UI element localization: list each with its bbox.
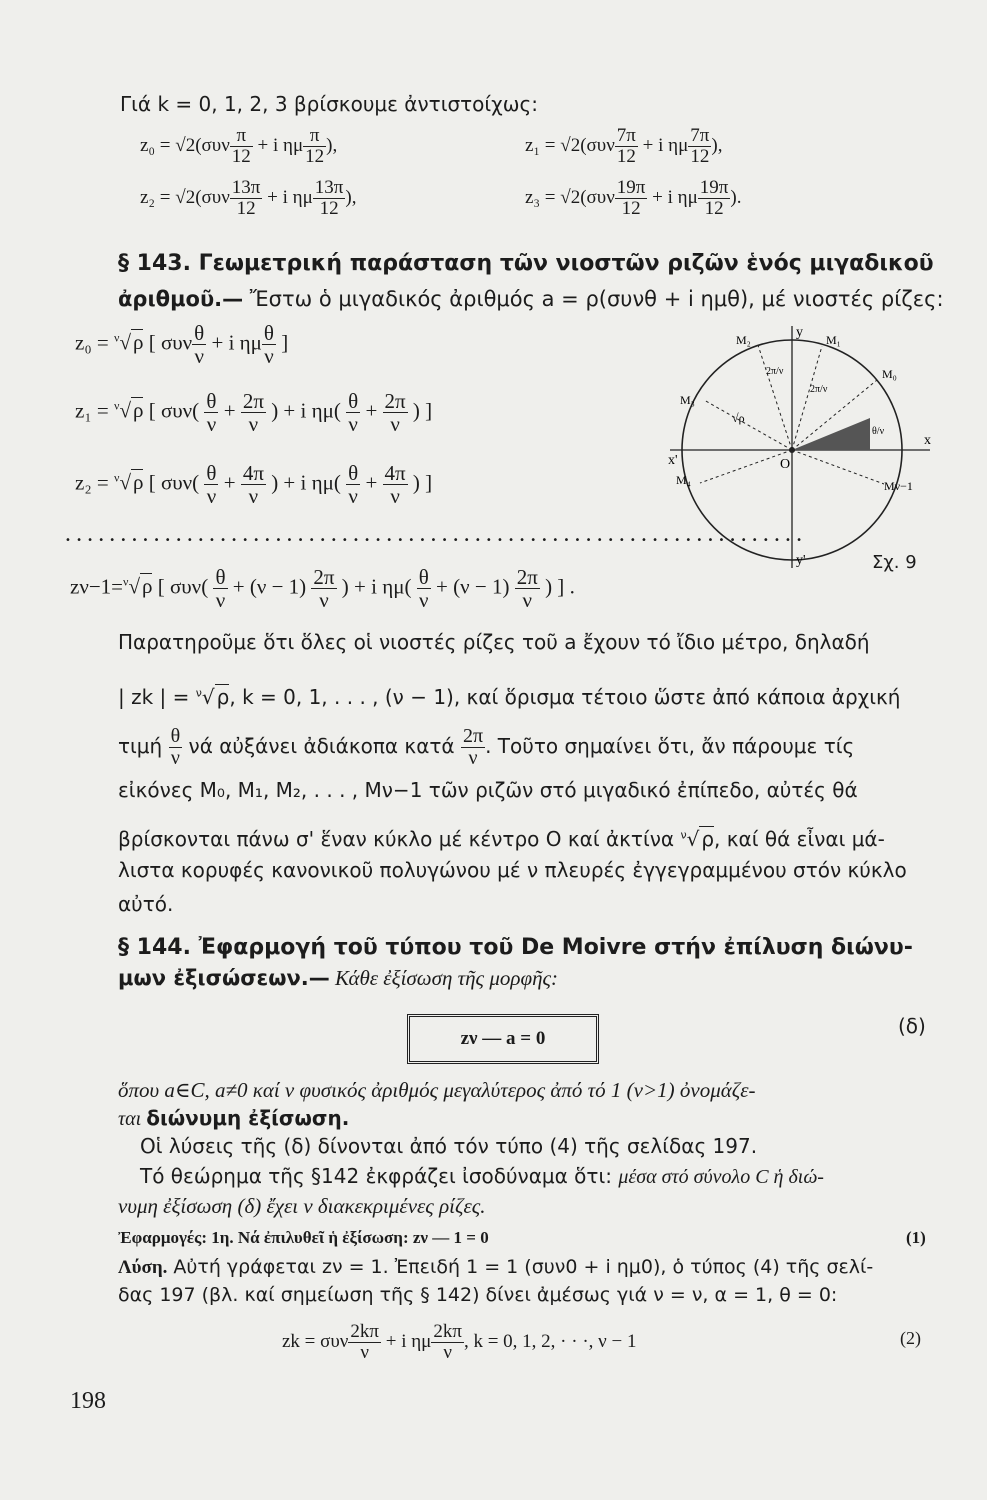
label-angle-1: 2π/ν [766,366,784,377]
eq-z0: z₀ = $^\nu$√ρ [ συν $\frac{\theta}{\nu}$ + i ημ $\frac{\theta}{\nu}$ ] [75,321,289,369]
root-z0: z₀ = √2(συν $\frac{\pi}{12}$ + i ημ $\frac{\pi}{12}$ ), [140,125,338,167]
label-radius: √ρ [732,411,745,425]
label-m1: M₁ [826,333,841,347]
root-z3: z₃ = √2(συν $\frac{19\pi}{12}$ + i ημ $\frac{19\pi}{12}$ ). [525,177,742,219]
root-z1: z₁ = √2(συν $\frac{7\pi}{12}$ + i ημ $\frac{7\pi}{12}$ ), [525,125,723,167]
label-y-prime: y' [796,553,806,568]
label-m4: M₄ [676,473,691,487]
solution-line1: Λύση. Αὐτή γράφεται zν = 1. Ἐπειδή 1 = 1 (συν0 + i ημ0), ὁ τύπος (4) τῆς σελί- [118,1256,874,1278]
label-mlast: Mν−1 [884,479,913,493]
section-144-intro: μων ἐξισώσεων.— Κάθε ἐξίσωση τῆς μορφῆς: [118,966,558,990]
eq-zn: zν−1=$^\nu$√ρ [ συν( $\frac{\theta}{\nu}$ + (ν − 1) $\frac{2\pi}{\nu}$ ) + i ημ( $\frac{\theta}{\nu}$ + (ν − 1) $\frac{2\pi}{\nu}$ ) ] . [70,565,575,613]
theorem-line1: Τό θεώρημα τῆς §142 ἐκφράζει ἰσοδύναμα ὅτι: μέσα στό σύνολο C ἡ διώ- [140,1164,824,1188]
section-143-heading: § 143. Γεωμετρική παράσταση τῶν νιοστῶν ριζῶν ἑνός μιγαδικοῦ [118,251,934,276]
eq-z2: z₂ = $^\nu$√ρ [ συν( $\frac{\theta}{\nu}$ + $\frac{4\pi}{\nu}$ ) + i ημ( $\frac{\theta}{\nu}$ + $\frac{4\pi}{\nu}$ ) ] [75,461,433,509]
label-m2: M₂ [736,333,751,347]
label-angle-2: 2π/ν [810,384,828,395]
label-m0: M₀ [882,367,897,381]
radius-m1 [792,346,822,450]
solution-line2: δας 197 (βλ. καί σημείωση τῆς § 142) δίνει ἀμέσως γιά ν = ν, α = 1, θ = 0: [118,1284,838,1306]
label-m3: M₃ [680,393,695,407]
label-x: x [924,433,931,448]
final-formula: zk = συν $\frac{2k\pi}{\nu}$ + i ημ $\frac{2k\pi}{\nu}$ , k = 0, 1, 2, · · ·, ν − 1 [282,1321,637,1363]
definition-line2: ται διώνυμη ἐξίσωση. [118,1106,350,1130]
root-z2: z₂ = √2(συν $\frac{13\pi}{12}$ + i ημ $\frac{13\pi}{12}$ ), [140,177,357,219]
figure-circle-diagram [660,318,940,578]
intro-line: Γιά k = 0, 1, 2, 3 βρίσκουμε ἀντιστοίχως: [120,92,538,116]
label-y: y [796,325,803,340]
boxed-equation: zν — a = 0 [407,1014,599,1064]
para1-line7: αὐτό. [118,892,174,916]
label-x-prime: x' [668,453,678,468]
eq-z1: z₁ = $^\nu$√ρ [ συν( $\frac{\theta}{\nu}$ + $\frac{2\pi}{\nu}$ ) + i ημ( $\frac{\theta}{\nu}$ + $\frac{2\pi}{\nu}$ ) ] [75,389,433,437]
solutions-line: Οἱ λύσεις τῆς (δ) δίνονται ἀπό τόν τύπο (4) τῆς σελίδας 197. [140,1134,758,1158]
section-144-heading: § 144. Ἐφαρμογή τοῦ τύπου τοῦ De Moivre στήν ἐπίλυση διώνυ- [118,935,913,960]
label-origin: O [780,457,791,472]
radius-mlast [792,450,884,484]
ellipsis-dots: • • • • • • • • • • • • • • • • • • • • • • • • • • • • • • • • • • • • • • • • • • • • • • • • • • • • • • • • • • • • • • • • • • • [65,535,803,546]
radius-m2 [758,345,792,450]
final-formula-tag: (2) [900,1328,921,1348]
label-theta: θ/ν [872,426,885,437]
para1-line2: | zk | = $^\nu$√ ρ, k = 0, 1, . . . , (ν − 1), καί ὅρισμα τέτοιο ὥστε ἀπό κάποια ἀρχική [118,685,901,709]
theorem-line2: νυμη ἐξίσωση (δ) ἔχει ν διακεκριμένες ρίζες. [118,1194,486,1218]
definition-line1: ὅπου a∈C, a≠0 καί ν φυσικός ἀριθμός μεγαλύτερος ἀπό τό 1 (ν>1) ὀνομάζε- [118,1078,756,1102]
para1-line4: εἰκόνες M₀, M₁, M₂, . . . , Mν−1 τῶν ριζῶν στό μιγαδικό ἐπίπεδο, αὐτές θά [118,778,858,802]
application-heading: Ἐφαρμογές: 1η. Νά ἐπιλυθεῖ ἡ ἐξίσωση: zν — 1 = 0 [118,1228,489,1247]
para1-line5: βρίσκονται πάνω σ' ἕναν κύκλο μέ κέντρο O καί ἀκτίνα $^\nu$√ ρ, καί θά εἶναι μά- [118,827,885,851]
theta-wedge [792,418,870,450]
application-tag: (1) [906,1228,926,1247]
figure-caption: Σχ. 9 [872,552,917,573]
radius-m4 [700,450,792,483]
origin-point [789,447,795,453]
page-number: 198 [70,1388,106,1414]
boxed-equation-tag: (δ) [898,1014,926,1038]
para1-line6: λιστα κορυφές κανονικοῦ πολυγώνου μέ ν πλευρές ἐγγεγραμμένου στόν κύκλο [118,858,907,882]
para1-line3: τιμή $\frac{\theta}{\nu}$ νά αὐξάνει ἀδιάκοπα κατά $\frac{2\pi}{\nu}$ . Τοῦτο σημαίνει ὅτι, ἄν πάρουμε τίς [118,725,855,769]
section-143-intro: ἀριθμοῦ.— Ἔστω ὁ μιγαδικός ἀριθμός a = ρ(συνθ + i ημθ), μέ νιοστές ρίζες: [118,287,944,311]
radius-m3 [704,400,792,450]
para1-line1: Παρατηροῦμε ὅτι ὅλες οἱ νιοστές ρίζες τοῦ a ἔχουν τό ἴδιο μέτρο, δηλαδή [118,630,870,654]
